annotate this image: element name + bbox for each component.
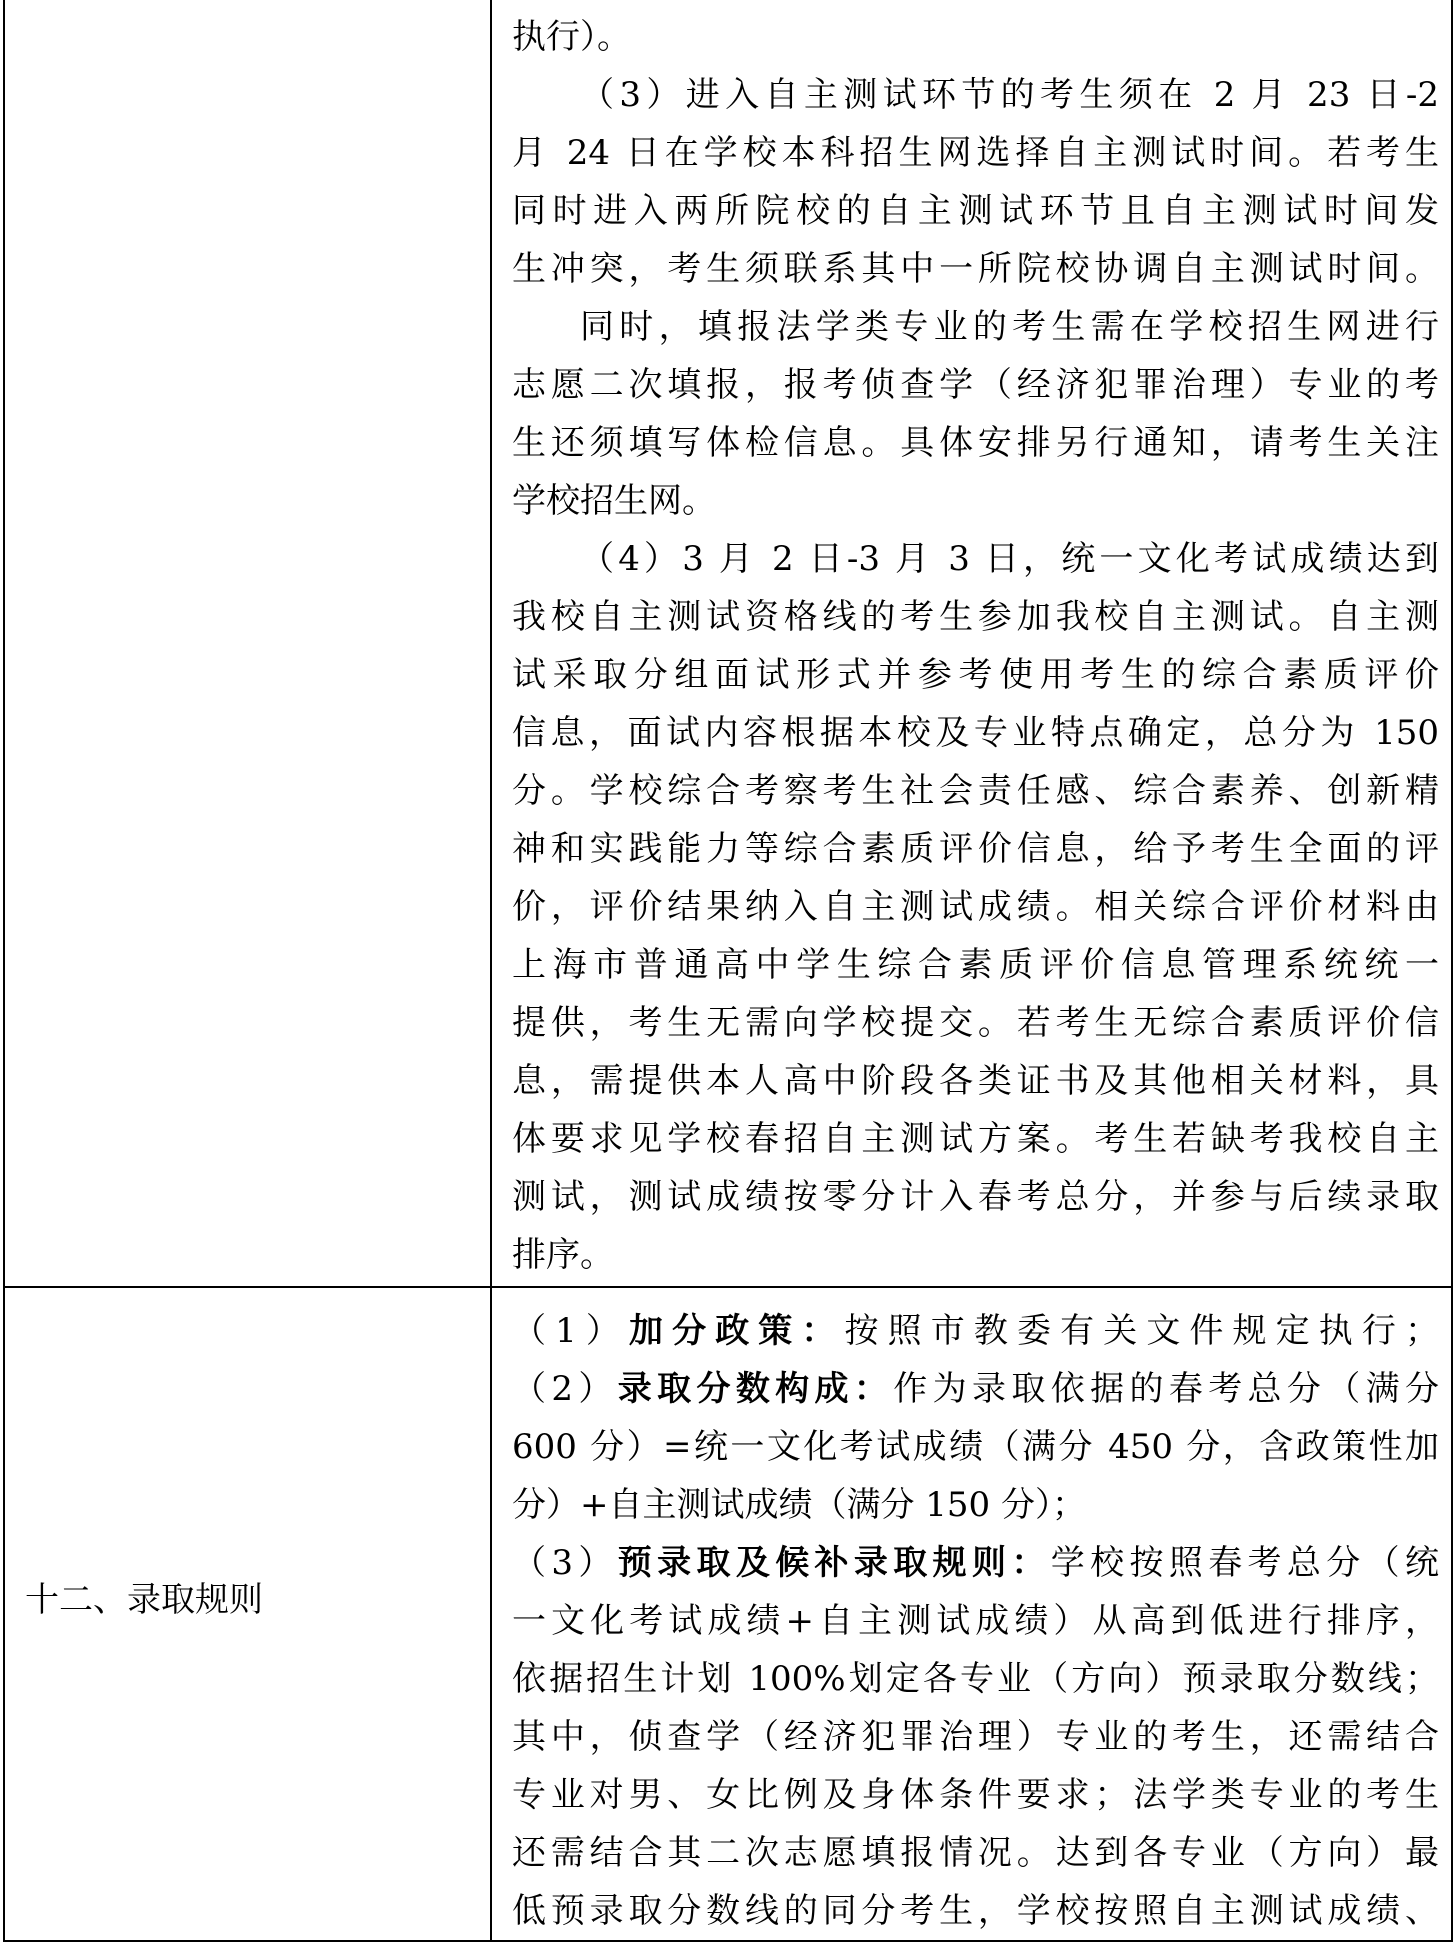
text-line: （4）3 月 2 日-3 月 3 日，统一文化考试成绩达到 [580,539,1439,579]
item-number: （1） [512,1311,629,1351]
row-label-cell [4,1287,491,1941]
text-line: 学校招生网。 [512,481,716,521]
text-line: 同时进入两所院校的自主测试环节且自主测试时间发 [512,191,1439,231]
row-content-cell [491,1287,1452,1941]
text-line: 生冲突，考生须联系其中一所院校协调自主测试时间。 [512,249,1439,289]
text-line: 分）+自主测试成绩（满分 150 分）； [512,1485,1086,1525]
row-content-cell [491,0,1452,1287]
text-line: 月 24 日在学校本科招生网选择自主测试时间。若考生 [512,133,1439,173]
text-line: 提供，考生无需向学校提交。若考生无综合素质评价信 [512,1003,1439,1043]
text-line: 专业对男、女比例及身体条件要求；法学类专业的考生 [512,1775,1439,1815]
text-line: 执行）。 [512,17,631,57]
table-row [4,1287,1452,1941]
table-row [4,0,1452,1287]
text-line: 息，需提供本人高中阶段各类证书及其他相关材料，具 [512,1061,1439,1101]
text-line: 我校自主测试资格线的考生参加我校自主测试。自主测 [512,597,1439,637]
text-line: 排序。 [512,1235,614,1275]
text-line: 还需结合其二次志愿填报情况。达到各专业（方向）最 [512,1833,1439,1873]
text-line: 一文化考试成绩+自主测试成绩）从高到低进行排序， [512,1601,1439,1641]
text-line: 低预录取分数线的同分考生，学校按照自主测试成绩、 [512,1891,1439,1931]
text-line: 其中，侦查学（经济犯罪治理）专业的考生，还需结合 [512,1717,1439,1757]
text-line: 价，评价结果纳入自主测试成绩。相关综合评价材料由 [512,887,1439,927]
text-line: （3）进入自主测试环节的考生须在 2 月 23 日-2 [580,75,1439,115]
item-number: （2） [512,1369,618,1409]
row-label-cell [4,0,491,1287]
text-line: 上海市普通高中学生综合素质评价信息管理系统统一 [512,945,1439,985]
text-line: 神和实践能力等综合素质评价信息，给予考生全面的评 [512,829,1439,869]
text-line: 同时，填报法学类专业的考生需在学校招生网进行 [580,307,1439,347]
text-line: 分。学校综合考察考生社会责任感、综合素养、创新精 [512,771,1439,811]
text-line [512,1360,1439,1418]
text-line: 信息，面试内容根据本校及专业特点确定，总分为 150 [512,713,1439,753]
row-label: 十二、录取规则 [25,1579,263,1620]
item-text: 学校按照春考总分（统 [1050,1543,1440,1583]
item-heading: 预录取及候补录取规则： [617,1543,1051,1583]
text-line: 依据招生计划 100%划定各专业（方向）预录取分数线； [512,1659,1439,1699]
text-line: 志愿二次填报，报考侦查学（经济犯罪治理）专业的考 [512,365,1439,405]
text-line: 600 分）=统一文化考试成绩（满分 450 分，含政策性加 [512,1427,1439,1467]
item-number: （3） [512,1543,618,1583]
text-line [512,1534,1439,1592]
item-text: 作为录取依据的春考总分（满分 [893,1369,1440,1409]
text-line: 生还须填写体检信息。具体安排另行通知，请考生关注 [512,423,1439,463]
text-line: 测试，测试成绩按零分计入春考总分，并参与后续录取 [512,1177,1439,1217]
text-line [512,1302,1439,1360]
item-text: 按照市教委有关文件规定执行； [844,1311,1439,1351]
item-heading: 加分政策： [628,1311,845,1351]
admission-table [3,0,1453,1942]
text-line: 体要求见学校春招自主测试方案。考生若缺考我校自主 [512,1119,1439,1159]
text-line: 试采取分组面试形式并参考使用考生的综合素质评价 [512,655,1439,695]
item-heading: 录取分数构成： [617,1369,894,1409]
